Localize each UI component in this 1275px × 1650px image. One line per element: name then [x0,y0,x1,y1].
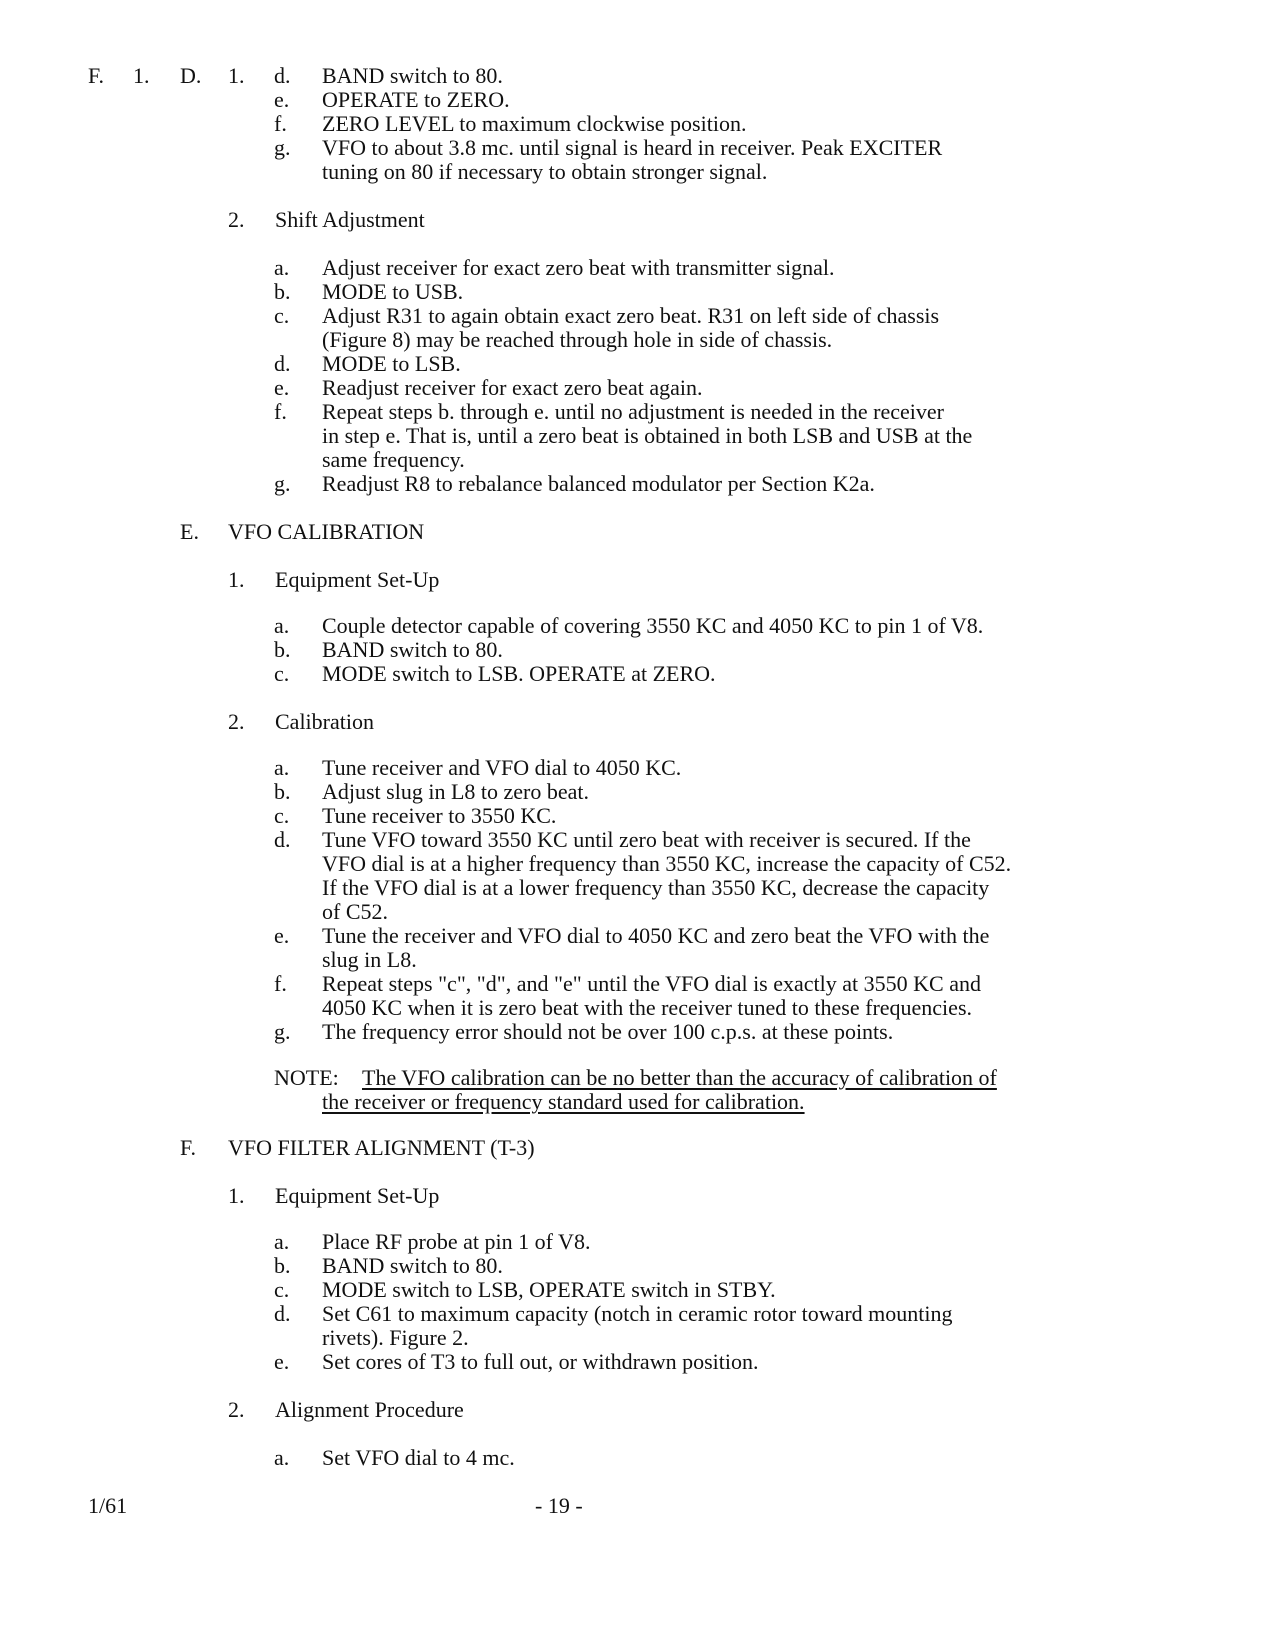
step-text: OPERATE to ZERO. [322,87,510,112]
step-text: ZERO LEVEL to maximum clockwise position. [322,111,747,136]
step-text: BAND switch to 80. [322,637,503,662]
note-label: NOTE: [274,1065,339,1090]
step-label: a. [274,1445,290,1470]
step-label: e. [274,1349,290,1374]
step-label: c. [274,303,290,328]
step-text: The frequency error should not be over 100 c.p.s. at these points. [322,1019,894,1044]
subsection-number: 2. [228,207,245,232]
subsection-number: 2. [228,1397,245,1422]
step-label: g. [274,1019,291,1044]
step-text: MODE switch to LSB, OPERATE switch in STBY. [322,1277,776,1302]
outline-f: F. [88,63,104,88]
step-label: f. [274,971,287,996]
step-label: d. [274,1301,291,1326]
step-label: c. [274,803,290,828]
step-text: Set C61 to maximum capacity (notch in ceramic rotor toward mounting [322,1301,953,1326]
step-label: a. [274,255,290,280]
step-text: Set VFO dial to 4 mc. [322,1445,515,1470]
section-letter: E. [180,519,199,544]
subsection-title: Equipment Set-Up [275,567,440,592]
step-label: d. [274,827,291,852]
outline-d1: 1. [228,63,245,88]
step-text: 4050 KC when it is zero beat with the receiver tuned to these frequencies. [322,995,972,1020]
step-text: If the VFO dial is at a lower frequency than 3550 KC, decrease the capacity [322,875,990,900]
step-label: e. [274,923,290,948]
step-text: Readjust receiver for exact zero beat again. [322,375,703,400]
step-label: g. [274,471,291,496]
subsection-number: 1. [228,1183,245,1208]
subsection-title: Alignment Procedure [275,1397,464,1422]
step-text: Repeat steps b. through e. until no adjustment is needed in the receiver [322,399,944,424]
note-text: the receiver or frequency standard used for calibration. [322,1089,805,1114]
outline-1: 1. [133,63,150,88]
step-label: f. [274,399,287,424]
step-label: d. [274,63,291,88]
subsection-title: Calibration [275,709,374,734]
step-text: MODE to USB. [322,279,464,304]
step-text: Adjust receiver for exact zero beat with transmitter signal. [322,255,835,280]
step-label: d. [274,351,291,376]
subsection-number: 1. [228,567,245,592]
section-title: VFO CALIBRATION [228,519,425,544]
step-text: Repeat steps "c", "d", and "e" until the VFO dial is exactly at 3550 KC and [322,971,981,996]
step-text: Adjust R31 to again obtain exact zero beat. R31 on left side of chassis [322,303,940,328]
step-text: BAND switch to 80. [322,1253,503,1278]
step-label: b. [274,779,291,804]
step-label: b. [274,279,291,304]
subsection-title: Equipment Set-Up [275,1183,440,1208]
step-text: Readjust R8 to rebalance balanced modulator per Section K2a. [322,471,875,496]
step-text: Tune the receiver and VFO dial to 4050 KC and zero beat the VFO with the [322,923,990,948]
step-text: rivets). Figure 2. [322,1325,469,1350]
step-text: (Figure 8) may be reached through hole in side of chassis. [322,327,833,352]
step-label: c. [274,1277,290,1302]
note-text: The VFO calibration can be no better than the accuracy of calibration of [362,1065,997,1090]
step-label: c. [274,661,290,686]
step-text: BAND switch to 80. [322,63,503,88]
step-text: Couple detector capable of covering 3550 KC and 4050 KC to pin 1 of V8. [322,613,984,638]
step-text: MODE to LSB. [322,351,461,376]
step-label: e. [274,375,290,400]
step-text: VFO dial is at a higher frequency than 3550 KC, increase the capacity of C52. [322,851,1012,876]
step-text: Tune receiver to 3550 KC. [322,803,557,828]
step-label: e. [274,87,290,112]
step-label: b. [274,1253,291,1278]
page-number: - 19 - [535,1493,583,1518]
step-label: a. [274,613,290,638]
subsection-title: Shift Adjustment [275,207,425,232]
step-label: a. [274,1229,290,1254]
step-text: Set cores of T3 to full out, or withdrawn position. [322,1349,759,1374]
step-text: Adjust slug in L8 to zero beat. [322,779,590,804]
step-label: b. [274,637,291,662]
step-text: slug in L8. [322,947,417,972]
step-text: Place RF probe at pin 1 of V8. [322,1229,591,1254]
step-text: same frequency. [322,447,465,472]
step-label: g. [274,135,291,160]
step-text: VFO to about 3.8 mc. until signal is heard in receiver. Peak EXCITER [322,135,943,160]
step-text: MODE switch to LSB. OPERATE at ZERO. [322,661,716,686]
subsection-number: 2. [228,709,245,734]
step-text: in step e. That is, until a zero beat is obtained in both LSB and USB at the [322,423,973,448]
section-letter: F. [180,1135,196,1160]
section-title: VFO FILTER ALIGNMENT (T-3) [228,1135,535,1160]
outline-d: D. [180,63,202,88]
step-text: of C52. [322,899,388,924]
step-text: Tune VFO toward 3550 KC until zero beat with receiver is secured. If the [322,827,971,852]
step-label: a. [274,755,290,780]
step-text: tuning on 80 if necessary to obtain stronger signal. [322,159,768,184]
step-text: Tune receiver and VFO dial to 4050 KC. [322,755,682,780]
step-label: f. [274,111,287,136]
footer-date: 1/61 [88,1493,128,1518]
